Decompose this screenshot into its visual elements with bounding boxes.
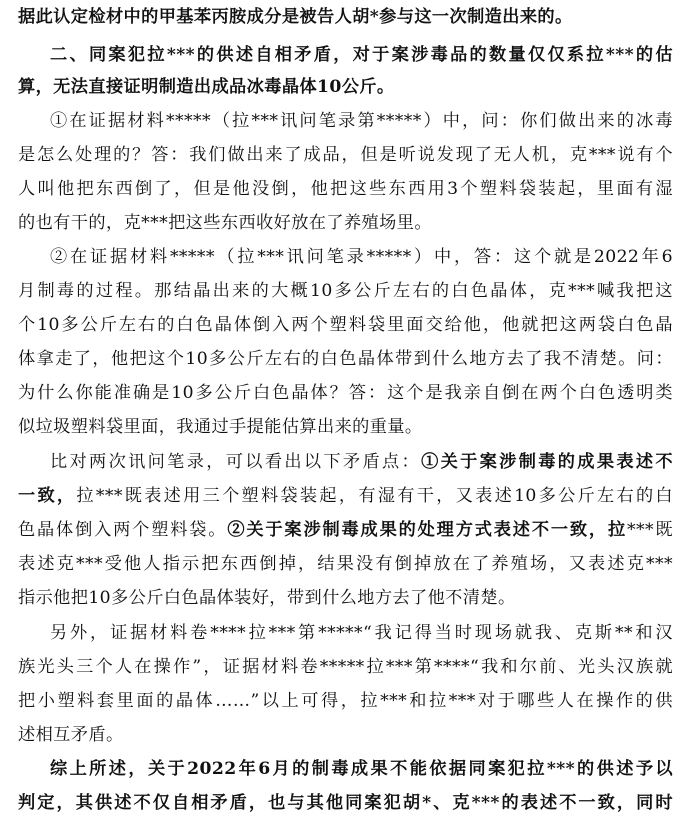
paragraph-1-line-2 [18, 140, 673, 170]
paragraph-3-line-2 [18, 481, 673, 511]
line-text: ②在证据材料*****（拉***讯问笔录*****）中，答：这个就是2022年6 [50, 247, 673, 267]
paragraph-3-line-5 [18, 583, 673, 613]
text-segment: 色晶体倒入两个塑料袋。 [18, 520, 228, 540]
line-text: 月制毒的过程。那结晶出来的大概10多公斤左右的白色晶体，克***喊我把这 [18, 281, 673, 301]
line-text: 是怎么处理的？答：我们做出来了成品，但是听说发现了无人机，克***说有个 [18, 145, 673, 165]
bold-text-segment: 一致， [18, 486, 77, 506]
line-text: 指示他把10多公斤白色晶体装好，带到什么地方去了他不清楚。 [18, 588, 516, 608]
line-text: 族光头三个人在操作”，证据材料卷*****拉***第****“我和尔前、光头汉族就 [18, 657, 673, 677]
line-text [18, 520, 673, 540]
conclusion-line-1 [50, 754, 673, 784]
paragraph-1-line-1 [50, 106, 673, 136]
line-text: 据此认定检材中的甲基苯丙胺成分是被告人胡*参与这一次制造出来的。 [18, 7, 573, 27]
line-text: 述相互矛盾。 [18, 725, 124, 745]
line-text [50, 452, 673, 472]
line-text: 综上所述，关于2022年6月的制毒成果不能依据同案犯拉***的供述予以 [50, 759, 673, 779]
line-text: 表述克***受他人指示把东西倒掉，结果没有倒掉放在了养殖场，又表述克*** [18, 554, 673, 574]
line-text: 判定，其供述不仅自相矛盾，也与其他同案犯胡*、克***的表述不一致，同时 [18, 793, 673, 813]
line-text: 的也有干的，克***把这些东西收好放在了养殖场里。 [18, 213, 432, 233]
line-text: 算，无法直接证明制造出成品冰毒晶体10公斤。 [18, 77, 395, 97]
line-text: 人叫他把东西倒了，但是他没倒，他把这些东西用3个塑料袋装起，里面有湿 [18, 179, 673, 199]
bold-text-segment: ②关于案涉制毒成果的处理方式表述不一致，拉 [227, 520, 627, 540]
line-text: 个10多公斤左右的白色晶体倒入两个塑料袋里面交给他，他就把这两袋白色晶 [18, 315, 673, 335]
paragraph-3-line-4 [18, 549, 673, 579]
line-text [18, 486, 673, 506]
bold-text-segment: ①关于案涉制毒的成果表述不 [421, 452, 673, 472]
line-text: 体拿走了，他把这个10多公斤左右的白色晶体带到什么地方去了我不清楚。问： [18, 349, 673, 369]
paragraph-3-line-3 [18, 515, 673, 545]
paragraph-4-line-4 [18, 720, 673, 750]
text-line-1 [18, 2, 673, 32]
text-segment: ***既 [626, 520, 673, 540]
paragraph-1-line-4 [18, 208, 673, 238]
paragraph-1-line-3 [18, 174, 673, 204]
paragraph-2-line-2 [18, 276, 673, 306]
section-heading-2 [50, 40, 673, 70]
paragraph-2-line-6 [18, 412, 673, 442]
line-text: 另外，证据材料卷****拉***第*****“我记得当时现场就我、克斯**和汉 [50, 623, 673, 643]
paragraph-4-line-1 [50, 618, 673, 648]
line-text: 为什么你能准确是10多公斤白色晶体？答：这个是我亲自倒在两个白色透明类 [18, 383, 673, 403]
line-text: 似垃圾塑料袋里面，我通过手提能估算出来的重量。 [18, 417, 423, 437]
paragraph-4-line-3 [18, 686, 673, 716]
text-segment: 比对两次讯问笔录，可以看出以下矛盾点： [50, 452, 422, 472]
paragraph-2-line-5 [18, 378, 673, 408]
section-heading-2-cont [18, 72, 673, 102]
paragraph-4-line-2 [18, 652, 673, 682]
line-text: 把小塑料套里面的晶体……”以上可得，拉***和拉***对于哪些人在操作的供 [18, 691, 673, 711]
paragraph-2-line-3 [18, 310, 673, 340]
paragraph-2-line-4 [18, 344, 673, 374]
text-segment: 拉***既表述用三个塑料袋装起，有湿有干，又表述10多公斤左右的白 [76, 486, 673, 506]
paragraph-2-line-1 [50, 242, 673, 272]
paragraph-3-line-1 [50, 447, 673, 477]
line-text: ①在证据材料*****（拉***讯问笔录第*****）中，问：你们做出来的冰毒 [50, 111, 673, 131]
line-text: 二、同案犯拉***的供述自相矛盾，对于案涉毒品的数量仅仅系拉***的估 [50, 45, 673, 65]
conclusion-line-2 [18, 788, 673, 818]
